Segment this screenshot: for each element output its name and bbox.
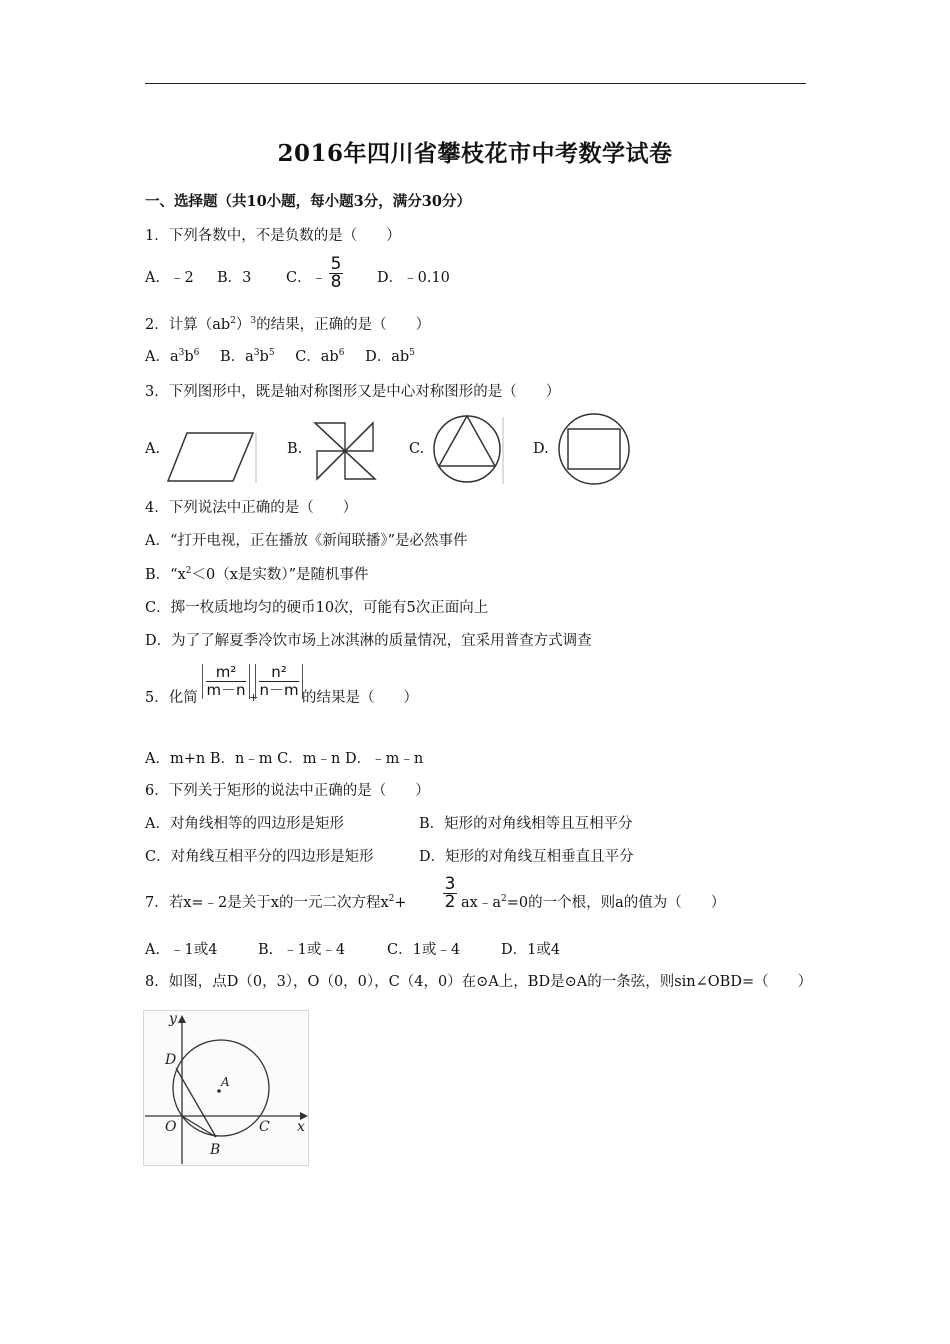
- q8-stem: 8．如图，点D（0，3），O（0，0），C（4，0）在⊙A上，BD是⊙A的一条弦，则sin∠OBD=（ ）: [145, 974, 813, 990]
- q6-stem: 6．下列关于矩形的说法中正确的是（ ）: [145, 783, 430, 799]
- q8-label-d: D: [165, 1052, 177, 1068]
- q8-label-x: x: [297, 1119, 305, 1135]
- q6-option-c: C．对角线互相平分的四边形是矩形: [145, 849, 374, 865]
- q8-circle-figure: [143, 1010, 311, 1168]
- q5-fraction-1: m² m－n: [202, 664, 250, 699]
- q3-parallelogram-figure: [165, 429, 260, 485]
- q8-label-c: C: [259, 1119, 270, 1135]
- q7-option-c: C．1或﹣4: [387, 942, 461, 958]
- q7-options: [145, 940, 561, 960]
- q2-option-b: B．$a^3b^5$: [220, 348, 275, 365]
- section-heading-choice: 一、选择题（共10小题，每小题3分，满分30分）: [145, 193, 471, 210]
- q7-fraction: 3 2: [444, 874, 456, 912]
- q4-option-b: B．“$x^2<0(x$是实数）”是随机事件: [145, 566, 369, 583]
- q1-option-a: A．﹣2: [145, 270, 194, 286]
- q1-option-d: D．﹣0.10: [377, 270, 450, 286]
- q8-label-b: B: [210, 1142, 221, 1158]
- q4-option-c: C．掷一枚质地均匀的硬币10次，可能有5次正面向上: [145, 600, 489, 616]
- q1-c-numerator: 5: [330, 254, 342, 274]
- q4-stem: 4．下列说法中正确的是（ ）: [145, 500, 358, 516]
- q5-options: A．m+n B．n﹣m C．m﹣n D．﹣m﹣n: [145, 751, 424, 767]
- q3-circle-rectangle-figure: [558, 411, 632, 487]
- q2-option-a: A．$a^3b^6$: [145, 348, 200, 365]
- q4-option-d: D．为了了解夏季冷饮市场上冰淇淋的质量情况，宜采用普查方式调查: [145, 633, 592, 649]
- q6-options-row1: [145, 814, 633, 834]
- q3-pinwheel-figure: [310, 420, 380, 482]
- q2-option-d: D．$ab^5$: [365, 348, 415, 365]
- header-rule: [145, 83, 806, 84]
- q4-option-a: A．“打开电视，正在播放《新闻联播》”是必然事件: [145, 533, 468, 549]
- q3-option-d-label: D.: [533, 441, 549, 457]
- q6-option-d: D．矩形的对角线互相垂直且平分: [419, 849, 634, 865]
- q2-stem: 2．计算$(ab^2)^3$的结果，正确的是（ ）: [145, 316, 431, 333]
- q3-option-c-label: C.: [409, 441, 425, 457]
- q8-label-o: O: [165, 1119, 177, 1135]
- q1-option-c-fraction: [329, 256, 343, 291]
- q1-option-c-prefix: C．﹣: [286, 270, 327, 286]
- q7-option-b: B．﹣1或﹣4: [258, 942, 346, 958]
- q6-options-row2: [145, 847, 634, 867]
- q3-option-a-label: A.: [145, 441, 161, 457]
- page-title: 2016年四川省攀枝花市中考数学试卷: [277, 140, 673, 167]
- q1-c-denominator: 8: [330, 272, 342, 292]
- q8-label-y: y: [169, 1011, 177, 1027]
- q7-option-a: A．﹣1或4: [145, 942, 218, 958]
- q2-options: [145, 347, 415, 367]
- q3-option-b-label: B.: [287, 441, 303, 457]
- q3-circle-triangle-figure: [429, 412, 507, 486]
- q6-option-b: B．矩形的对角线相等且互相平分: [419, 816, 633, 832]
- q3-stem: 3．下列图形中，既是轴对称图形又是中心对称图形的是（ ）: [145, 384, 561, 400]
- q7-option-d: D．1或4: [501, 942, 561, 958]
- q6-option-a: A．对角线相等的四边形是矩形: [145, 816, 344, 832]
- q1-option-b: B．3: [217, 270, 252, 286]
- q8-label-a: A: [221, 1075, 230, 1089]
- q1-stem: 1．下列各数中，不是负数的是（ ）: [145, 228, 401, 244]
- q2-option-c: C．$ab^6$: [295, 348, 345, 365]
- q5-fraction-2: n² n－m: [255, 664, 303, 699]
